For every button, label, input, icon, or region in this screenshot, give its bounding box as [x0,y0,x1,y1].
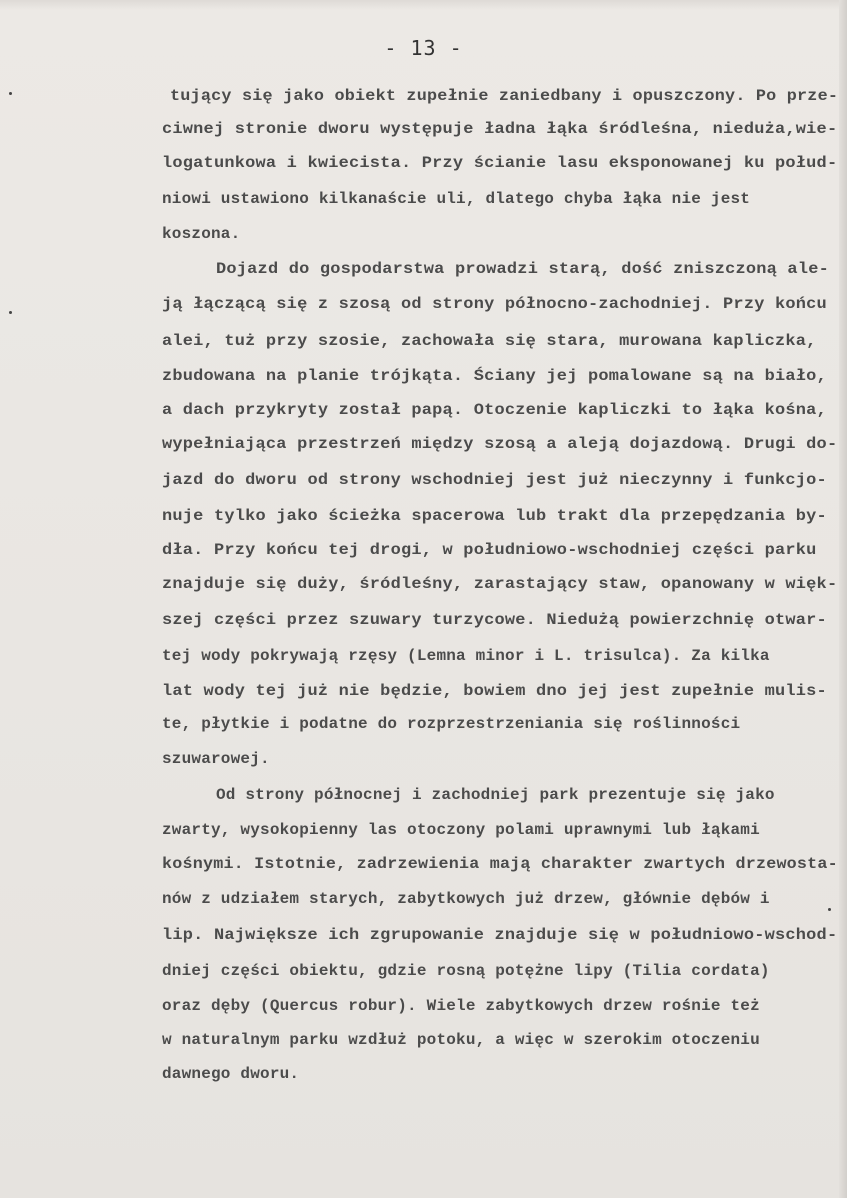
text-line: kośnymi. Istotnie, zadrzewienia mają charakter zwartych drzewosta- [162,855,838,873]
text-line: niowi ustawiono kilkanaście uli, dlatego chyba łąka nie jest [162,190,751,208]
text-line: dniej części obiektu, gdzie rosną potężne lipy (Tilia cordata) [162,962,770,980]
margin-mark [9,92,12,95]
text-line: lip. Największe ich zgrupowanie znajduje się w południowo-wschod- [162,926,838,944]
text-line: nów z udziałem starych, zabytkowych już drzew, głównie dębów i [162,890,770,908]
text-line: ją łączącą się z szosą od strony północno-zachodniej. Przy końcu [162,295,827,313]
page-number: - 13 - [384,36,463,60]
text-line: ciwnej stronie dworu występuje ładna łąka śródleśna, nieduża,wie- [162,120,838,138]
margin-mark [9,311,12,314]
text-line: logatunkowa i kwiecista. Przy ścianie lasu eksponowanej ku połud- [162,154,838,172]
text-line: dawnego dworu. [162,1065,300,1083]
text-line: znajduje się duży, śródleśny, zarastający staw, opanowany w więk- [162,575,838,593]
text-line: w naturalnym parku wzdłuż potoku, a więc w szerokim otoczeniu [162,1031,760,1049]
text-line: Od strony północnej i zachodniej park prezentuje się jako [216,786,775,804]
text-line: lat wody tej już nie będzie, bowiem dno jej jest zupełnie mulis- [162,682,827,700]
text-line: nuje tylko jako ścieżka spacerowa lub trakt dla przepędzania by- [162,507,827,525]
page-right-edge [839,0,847,1198]
text-line: zbudowana na planie trójkąta. Ściany jej pomalowane są na biało, [162,367,827,385]
text-line: szej części przez szuwary turzycowe. Niedużą powierzchnię otwar- [162,611,827,629]
text-line: koszona. [162,225,241,243]
text-line: Dojazd do gospodarstwa prowadzi starą, dość zniszczoną ale- [216,260,829,278]
text-line: dła. Przy końcu tej drogi, w południowo-wschodniej części parku [162,541,817,559]
text-line: oraz dęby (Quercus robur). Wiele zabytkowych drzew rośnie też [162,997,760,1015]
text-line: te, płytkie i podatne do rozprzestrzeniania się roślinności [162,715,741,733]
text-line: tej wody pokrywają rzęsy (Lemna minor i L. trisulca). Za kilka [162,647,770,665]
text-line: wypełniająca przestrzeń między szosą a aleją dojazdową. Drugi do- [162,435,838,453]
text-line: zwarty, wysokopienny las otoczony polami uprawnymi lub łąkami [162,821,760,839]
margin-mark [828,908,831,911]
text-line: tujący się jako obiekt zupełnie zaniedbany i opuszczony. Po prze- [170,87,839,105]
text-line: szuwarowej. [162,750,270,768]
page-top-shadow [0,0,847,10]
text-line: a dach przykryty został papą. Otoczenie kapliczki to łąka kośna, [162,401,827,419]
text-line: alei, tuż przy szosie, zachowała się stara, murowana kapliczka, [162,332,817,350]
text-line: jazd do dworu od strony wschodniej jest już nieczynny i funkcjo- [162,471,827,489]
